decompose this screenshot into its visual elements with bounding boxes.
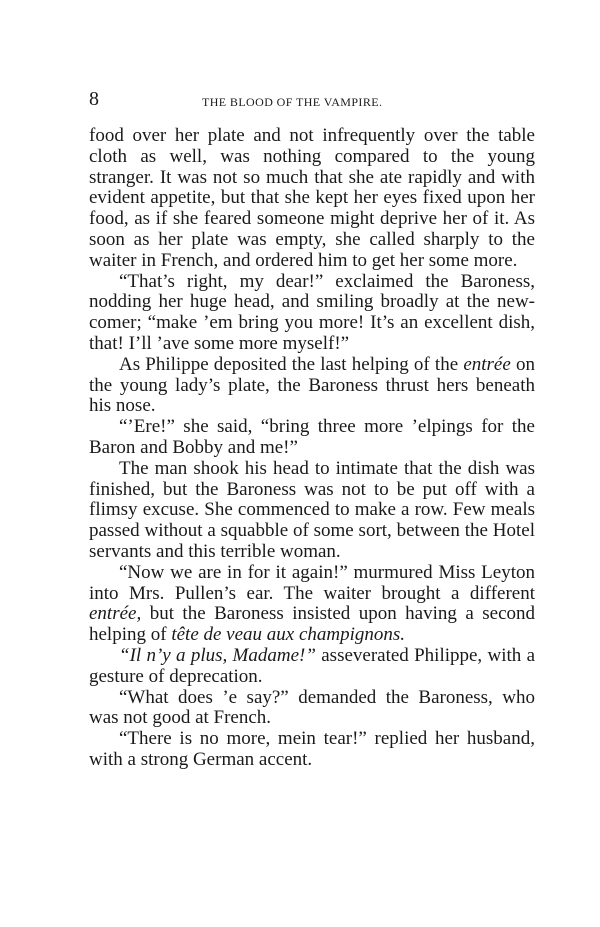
text-segment: “That’s right, my dear!” exclaimed the Baroness, nodding her huge head, and smiling broadly at the newcomer; “make ’em bring you more! It’s an excellent dish, that! I’ll ’ave some more myself!” (89, 270, 535, 354)
italic-text-segment: entrée (463, 353, 511, 375)
italic-text-segment: entrée, (89, 603, 142, 625)
italic-text-segment: “Il n’y a plus, Madame!” (119, 644, 316, 666)
italic-text-segment: tête de veau aux champignons. (171, 624, 406, 646)
running-head (89, 90, 535, 116)
text-segment: on the young lady’s plate, the Baroness thrust hers beneath his nose. (89, 353, 535, 417)
page-number: 8 (89, 88, 99, 110)
text-segment: “What does ’e say?” demanded the Baroness, who was not good at French. (89, 686, 535, 729)
paragraph (89, 355, 535, 417)
running-title: THE BLOOD OF THE VAMPIRE. (202, 95, 383, 109)
paragraph (89, 459, 535, 563)
text-segment: food over her plate and not infrequently over the table cloth as well, was nothing compared to the young stranger. It was not so much that she ate rapidly and with evident appetite, but that she kept her eyes fixed upon her food, as if she feared someone might deprive her of it. As soon as her plate was empty, she called sharply to the waiter in French, and ordered him to get her some more. (89, 125, 535, 271)
text-segment: but the Baroness insisted upon having a second helping of (89, 603, 535, 646)
text-segment: asseverated Philippe, with a gesture of deprecation. (89, 644, 535, 687)
paragraph (89, 563, 535, 646)
book-page (89, 90, 535, 771)
text-segment: As Philippe deposited the last helping of the (119, 353, 464, 375)
paragraph (89, 272, 535, 355)
paragraph (89, 417, 535, 459)
paragraph (89, 126, 535, 272)
body-text (89, 126, 535, 771)
text-segment: “There is no more, mein tear!” replied her husband, with a strong German accent. (89, 728, 535, 770)
text-segment: The man shook his head to intimate that the dish was finished, but the Baroness was not to be put off with a flimsy excuse. She commenced to make a row. Few meals passed without a squabble of some sort, between the Hotel servants and this terrible woman. (89, 457, 535, 562)
text-segment: “Now we are in for it again!” murmured Miss Leyton into Mrs. Pullen’s ear. The waiter brought a different (89, 561, 535, 604)
paragraph (89, 688, 535, 730)
paragraph (89, 729, 535, 771)
text-segment: “’Ere!” she said, “bring three more ’elpings for the Baron and Bobby and me!” (89, 416, 535, 458)
paragraph (89, 646, 535, 688)
